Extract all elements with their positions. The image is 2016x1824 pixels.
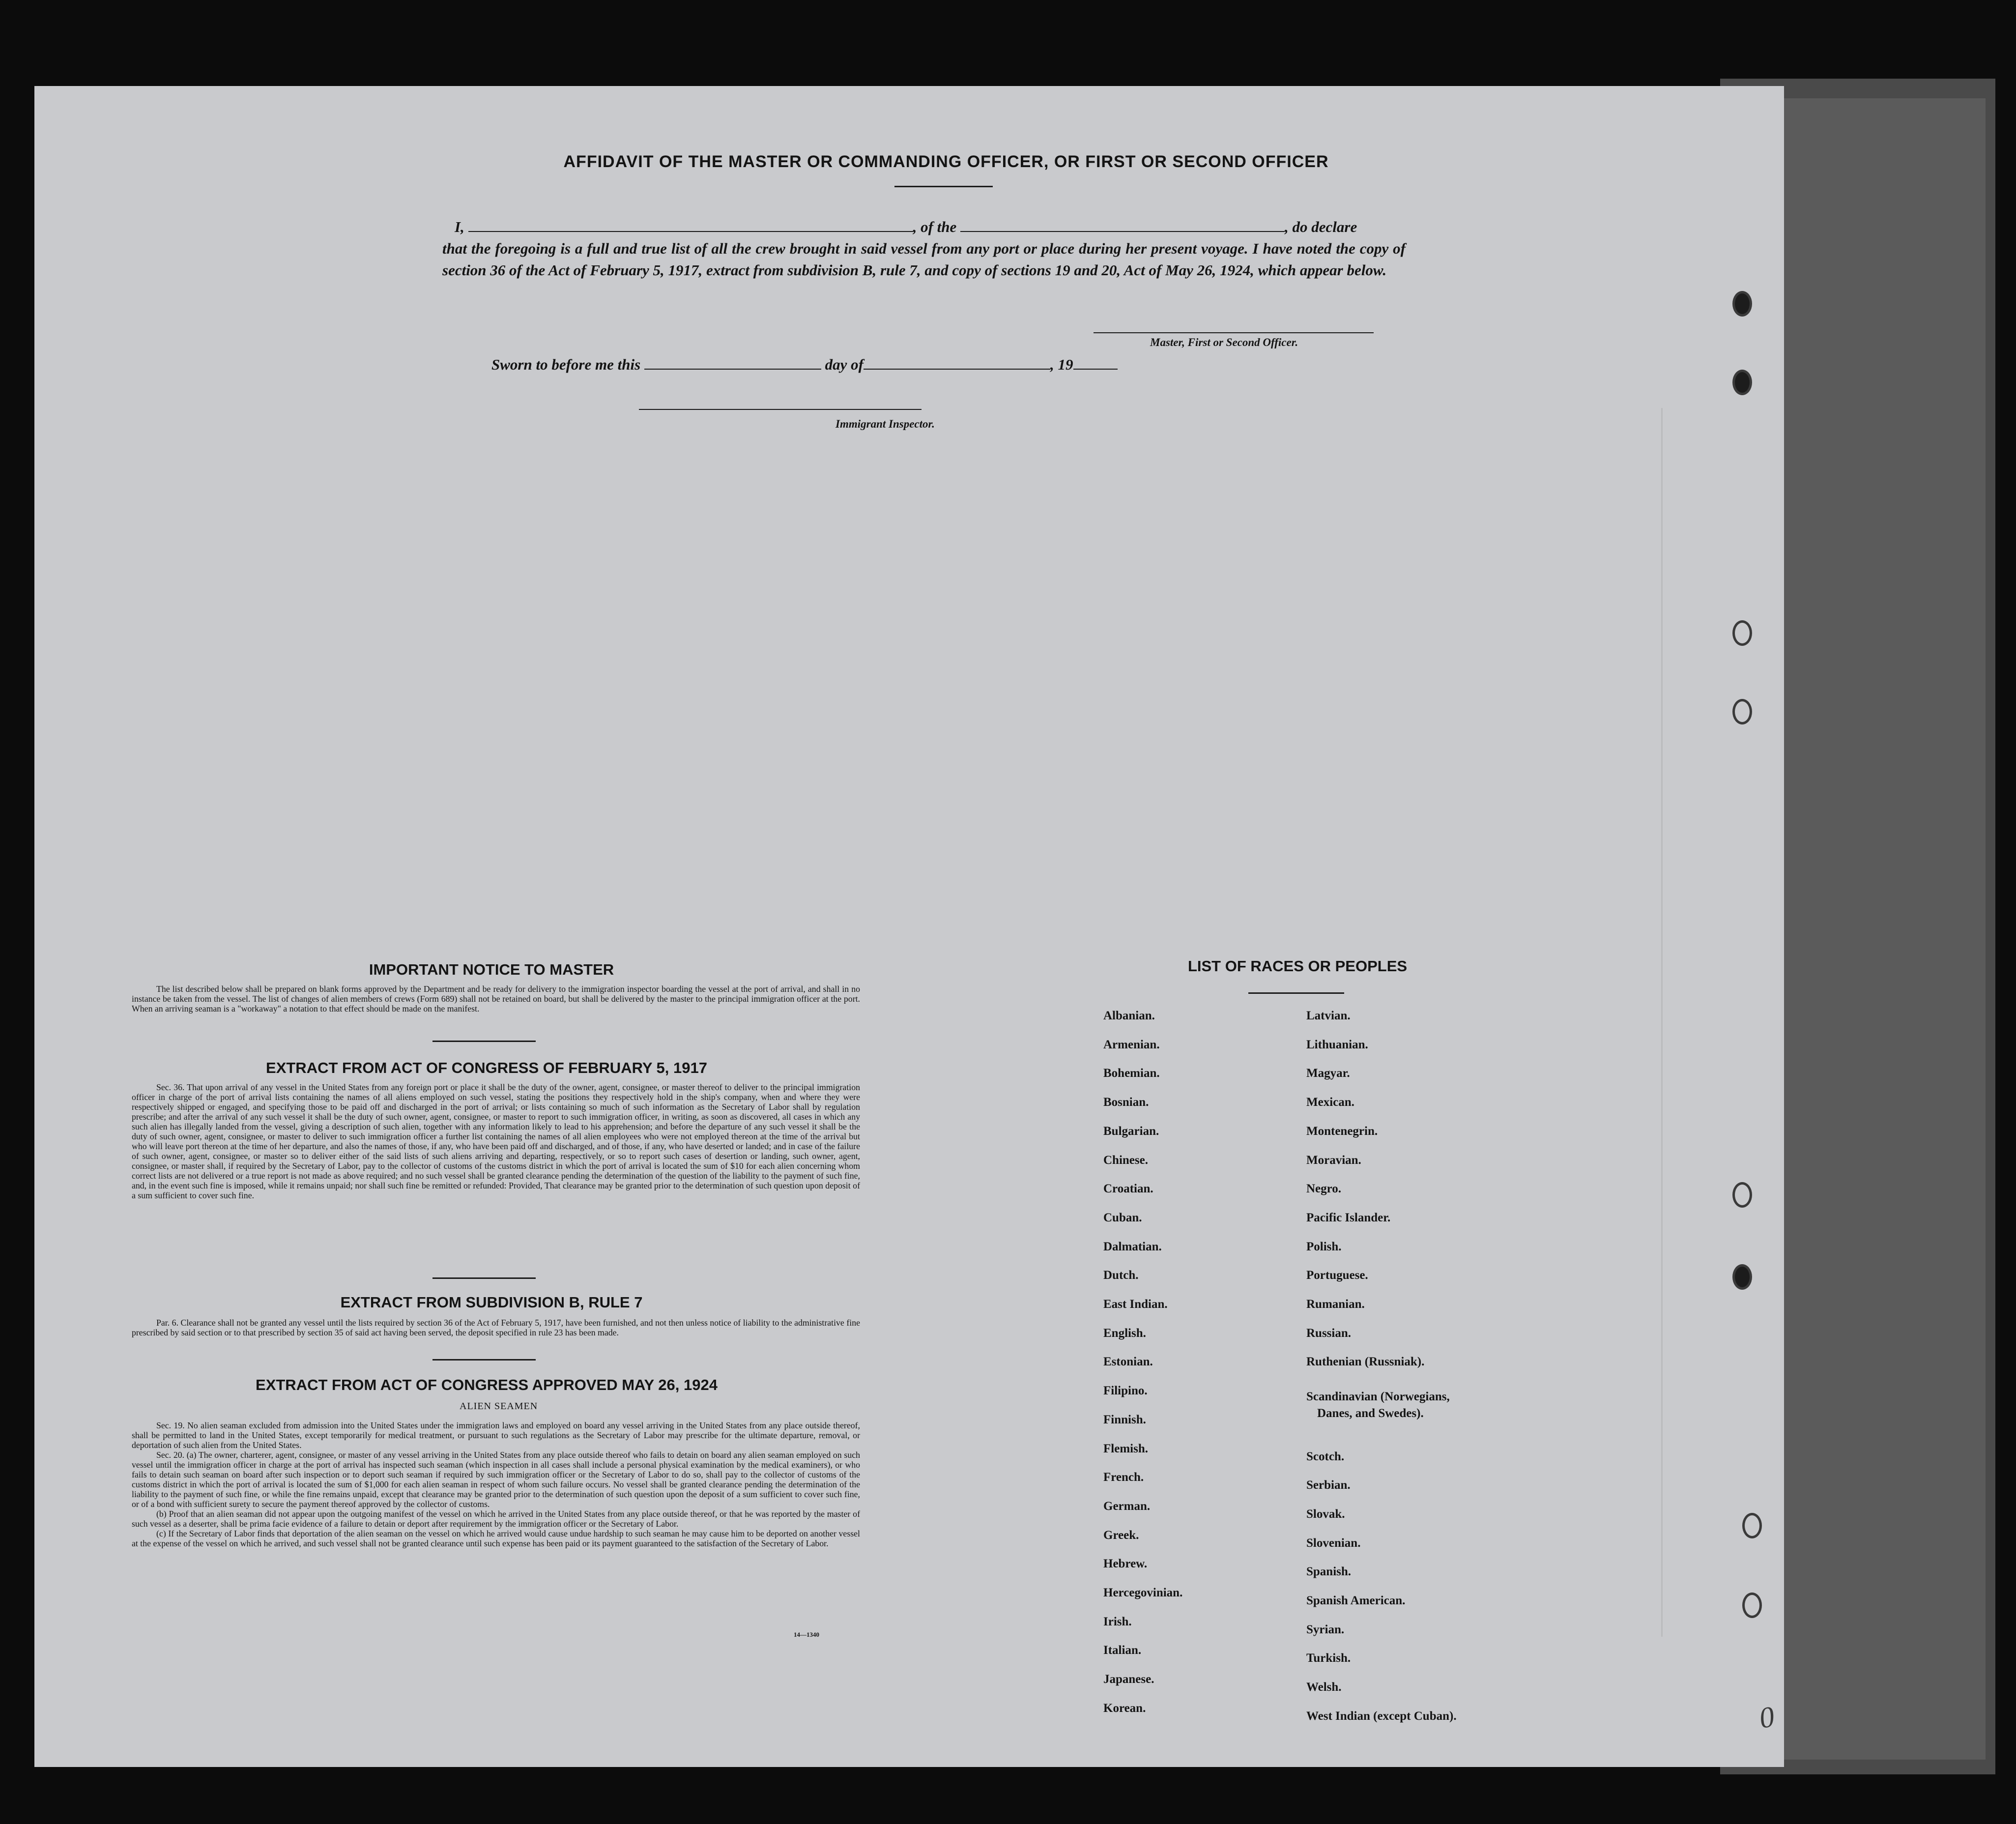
race-item: Syrian. [1306, 1623, 1345, 1636]
extract-1924-text [132, 1420, 860, 1548]
section-rule [432, 1359, 536, 1361]
declarant-prefix: I, [455, 218, 464, 235]
race-item: Montenegrin. [1306, 1125, 1378, 1138]
punch-hole [1732, 370, 1752, 395]
underlying-sheet-inner [1750, 98, 1986, 1760]
punch-hole [1732, 699, 1752, 724]
vessel-prefix: , of the [913, 218, 957, 235]
race-item: Ruthenian (Russniak). [1306, 1355, 1425, 1368]
race-item: Magyar. [1306, 1067, 1350, 1080]
notice-text [132, 984, 860, 1013]
punch-hole [1742, 1513, 1762, 1538]
race-item: Bulgarian. [1103, 1125, 1159, 1138]
punch-hole [1732, 1264, 1752, 1290]
race-item: Slovak. [1306, 1507, 1345, 1521]
affidavit-title: AFFIDAVIT OF THE MASTER OR COMMANDING OFFICER, OR FIRST OR SECOND OFFICER [563, 152, 1329, 171]
race-item: Hebrew. [1103, 1557, 1148, 1570]
race-item: Welsh. [1306, 1680, 1342, 1694]
section-rule [432, 1277, 536, 1279]
race-item: Negro. [1306, 1182, 1342, 1195]
race-item: Portuguese. [1306, 1269, 1368, 1282]
race-item: Turkish. [1306, 1651, 1351, 1665]
race-item: Slovenian. [1306, 1536, 1361, 1550]
races-heading-rule [1248, 992, 1344, 994]
race-item: Flemish. [1103, 1442, 1148, 1455]
race-item: Dalmatian. [1103, 1240, 1162, 1253]
race-item: English. [1103, 1327, 1146, 1340]
alien-seamen-subheading: ALIEN SEAMEN [460, 1401, 538, 1412]
notice-heading: IMPORTANT NOTICE TO MASTER [369, 961, 614, 978]
race-item: Moravian. [1306, 1154, 1361, 1167]
race-item: Lithuanian. [1306, 1038, 1368, 1051]
pencil-mark: 0 [1757, 1700, 1777, 1735]
race-item: Scotch. [1306, 1450, 1345, 1463]
race-item: Greek. [1103, 1529, 1139, 1542]
section-36-paragraph: Sec. 36. That upon arrival of any vessel in the United States from any foreign port or place it shall be the duty of the owner, agent, consignee, or master thereof to deliver to the principal immigration officer in charge of the port of arrival lists containing the names of all aliens employed on such vessel, stating the positions they respectively hold in the ship's company, when and where they were respectively shipped or engaged, and specifying those to be paid off and discharged in the port of arrival; or lists containing so much of such information as the Secretary of Labor shall by regulation prescribe; and after the arrival of any such vessel it shall be the duty of such owner, agent, consignee, or master to report to such immigration officer, in writing, as soon as discovered, all cases in which any such alien has illegally landed from the vessel, giving a description of such alien, together with any information likely to lead to his apprehension; and before the departure of any such vessel it shall be the duty of such owner, agent, consignee, or master to deliver to such immigration officer a further list containing the names of all alien employees who were not employed thereon at the time of the arrival but who will leave port thereon at the time of her departure, and also the names of those, if any, who have been paid off and discharged, and of those, if any, who have deserted or landed; and in case of the failure of such owner, agent, consignee, or master so to deliver either of the said lists of such aliens arriving and departing, respectively, or so to report such cases of desertion or landing, such owner, agent, consignee, or master shall, if required by the Secretary of Labor, pay to the collector of customs of the customs district in which the port of arrival is located the sum of $10 for each alien concerning whom correct lists are not delivered or a true report is not made as above required; and no such vessel shall be granted clearance pending the determination of the question of the liability to the payment of such fine, and, in the event such fine is imposed, while it remains unpaid; nor shall such fine be remitted or refunded: Provided, That clearance may be granted prior to the determination of such question upon deposit of a sum sufficient to cover such fine. [132, 1082, 860, 1200]
race-item: Spanish American. [1306, 1594, 1406, 1607]
race-item: Polish. [1306, 1240, 1342, 1253]
punch-hole [1732, 291, 1752, 317]
race-item: Irish. [1103, 1615, 1132, 1628]
race-item: East Indian. [1103, 1298, 1168, 1311]
rule7-paragraph: Par. 6. Clearance shall not be granted any vessel until the lists required by section 36 of the Act of February 5, 1917, have been furnished, and not then unless notice of liability to the administrative fine prescribed by said section or to that prescribed by section 35 of said act having been served, the deposit specified in rule 23 has been made. [132, 1318, 860, 1337]
sworn-year-field[interactable] [1073, 356, 1118, 370]
sec-20b-paragraph: (b) Proof that an alien seaman did not appear upon the outgoing manifest of the vessel on which he arrived in the United States from any place outside thereof, or that he was reported by the master of such vessel as a deserter, shall be prima facie evidence of a failure to detain or deport after requirement by the immigration officer or the Secretary of Labor. [132, 1509, 860, 1529]
officer-signature-line[interactable] [1094, 332, 1374, 333]
inspector-signature-line[interactable] [639, 409, 922, 410]
punch-hole [1742, 1592, 1762, 1618]
race-item: Filipino. [1103, 1384, 1148, 1397]
extract-rule7-text [132, 1318, 860, 1337]
form-number: 14—1340 [794, 1631, 819, 1638]
race-item: Spanish. [1306, 1565, 1352, 1578]
extract-rule7-heading: EXTRACT FROM SUBDIVISION B, RULE 7 [340, 1294, 643, 1311]
race-item: Danes, and Swedes). [1317, 1407, 1424, 1420]
race-item: Latvian. [1306, 1009, 1351, 1022]
inspector-label: Immigrant Inspector. [835, 418, 935, 430]
vessel-name-field[interactable] [960, 218, 1285, 232]
declaration-suffix: , do declare [1285, 218, 1357, 235]
sec-20a-paragraph: Sec. 20. (a) The owner, charterer, agent, consignee, or master of any vessel arriving in the United States from any place outside thereof who fails to detain on board any alien seaman employed on such vessel until the immigration officer in charge at the port of arrival has inspected such seaman (which inspection in all cases shall include a personal physical examination by the medical examiners), or who fails to detain such seaman on board after such inspection or to deport such seaman if required by such immigration officer or the Secretary of Labor to do so, shall pay to the collector of customs of the customs district in which the port of arrival is located the sum of $1,000 for each alien seaman in respect of whom such failure occurs. No vessel shall be granted clearance pending the determination of the liability to the payment of such fine, or while the fine remains unpaid, except that clearance may be granted prior to the determination of such question upon the deposit of a sum sufficient to cover such fine, or of a bond with sufficient surety to secure the payment thereof approved by the collector of customs. [132, 1450, 860, 1509]
extract-1924-heading: EXTRACT FROM ACT OF CONGRESS APPROVED MAY 26, 1924 [256, 1376, 718, 1393]
race-item: Chinese. [1103, 1154, 1148, 1167]
race-item: Hercegovinian. [1103, 1586, 1183, 1599]
race-item: French. [1103, 1471, 1144, 1484]
race-item: Dutch. [1103, 1269, 1139, 1282]
sworn-day-field[interactable] [644, 356, 821, 370]
race-item: Rumanian. [1306, 1298, 1365, 1311]
extract-1917-text [132, 1082, 860, 1200]
section-rule [432, 1041, 536, 1042]
sworn-day-label: day of [825, 356, 864, 373]
sec-20c-paragraph: (c) If the Secretary of Labor finds that deportation of the alien seaman on the vessel on which he arrived would cause undue hardship to such seaman he may cause him to be deported on another vessel at the expense of the vessel on which he arrived, and such vessel shall not be granted clearance until such expense has been paid or its payment guaranteed to the satisfaction of the Secretary of Labor. [132, 1529, 860, 1548]
punch-hole [1732, 1182, 1752, 1208]
title-rule [894, 186, 993, 187]
punch-hole [1732, 620, 1752, 646]
race-item: Cuban. [1103, 1211, 1142, 1224]
sworn-prefix: Sworn to before me this [491, 356, 641, 373]
race-item: Korean. [1103, 1702, 1146, 1715]
race-item: Albanian. [1103, 1009, 1155, 1022]
notice-paragraph: The list described below shall be prepared on blank forms approved by the Department and be ready for delivery to the immigration inspector boarding the vessel at the port of arrival, and shall in no instance be taken from the vessel. The list of changes of alien members of crews (Form 689) shall not be retained on board, but shall be delivered by the master to the principal immigration officer at the port. When an arriving seaman is a "workaway" a notation to that effect should be made on the manifest. [132, 984, 860, 1013]
race-item: Bosnian. [1103, 1096, 1149, 1109]
races-heading: LIST OF RACES OR PEOPLES [1187, 957, 1408, 975]
race-item: Finnish. [1103, 1413, 1146, 1426]
race-item: Serbian. [1306, 1478, 1351, 1492]
race-item: Armenian. [1103, 1038, 1160, 1051]
race-item: Estonian. [1103, 1355, 1153, 1368]
officer-signature-label: Master, First or Second Officer. [1150, 336, 1298, 348]
affidavit-declaration [442, 216, 1406, 281]
race-item: Scandinavian (Norwegians, [1306, 1390, 1450, 1403]
race-item: Russian. [1306, 1327, 1352, 1340]
race-item: Mexican. [1306, 1096, 1354, 1109]
race-item: Bohemian. [1103, 1067, 1160, 1080]
race-item: Pacific Islander. [1306, 1211, 1391, 1224]
declarant-name-field[interactable] [468, 218, 913, 232]
race-item: Italian. [1103, 1644, 1142, 1657]
sworn-line [491, 356, 1118, 374]
extract-1917-heading: EXTRACT FROM ACT OF CONGRESS OF FEBRUARY 5, 1917 [266, 1059, 707, 1076]
race-item: Croatian. [1103, 1182, 1153, 1195]
sworn-month-field[interactable] [864, 356, 1050, 370]
race-item: West Indian (except Cuban). [1306, 1709, 1457, 1723]
race-item: Japanese. [1103, 1673, 1154, 1686]
bleed-through-ruling [1661, 408, 1692, 1637]
sec-19-paragraph: Sec. 19. No alien seaman excluded from admission into the United States under the immigration laws and employed on board any vessel arriving in the United States from any place outside thereof, shall be permitted to land in the United States, except temporarily for medical treatment, or pursuant to such regulations as the Secretary of Labor may prescribe for the ultimate departure, removal, or deportation of such alien from the United States. [132, 1420, 860, 1450]
sworn-year-label: , 19 [1050, 356, 1073, 373]
affidavit-body: that the foregoing is a full and true list of all the crew brought in said vessel from any port or place during her present voyage. I have noted the copy of section 36 of the Act of February 5, 1917, extract from subdivision B, rule 7, and copy of sections 19 and 20, Act of May 26, 1924, which appear below. [442, 240, 1406, 279]
race-item: German. [1103, 1500, 1151, 1513]
